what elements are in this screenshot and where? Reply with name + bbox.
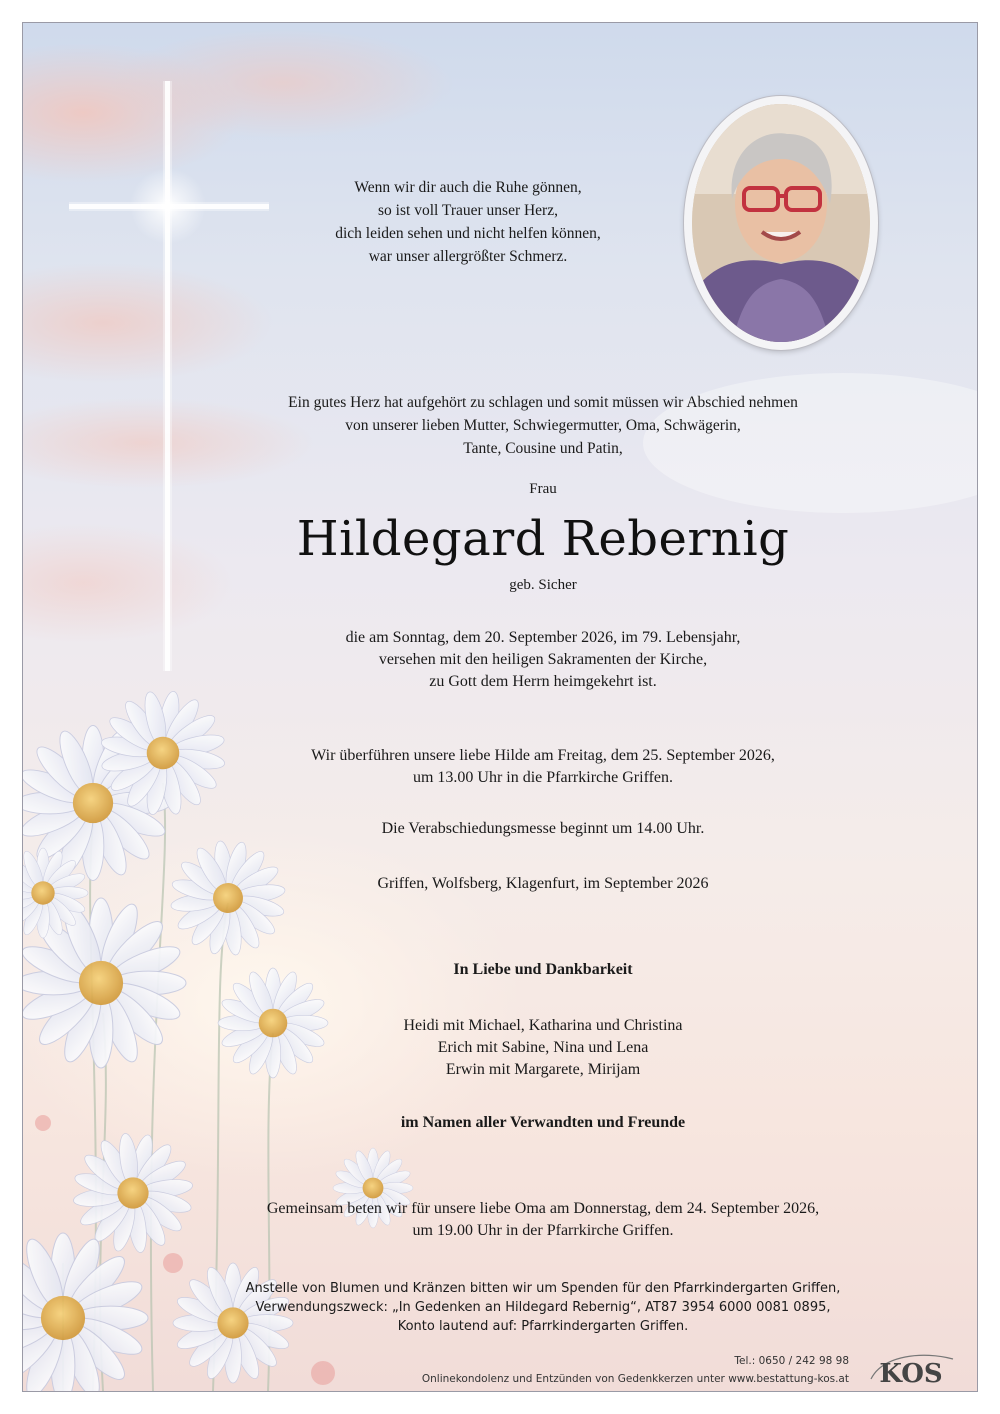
prayer-line: um 19.00 Uhr in der Pfarrkirche Griffen. xyxy=(412,1222,674,1239)
gratitude-heading: In Liebe und Dankbarkeit xyxy=(453,961,633,978)
death-notice-line: versehen mit den heiligen Sakramenten der Kirche, xyxy=(378,651,708,668)
intro-text xyxy=(203,391,883,460)
birth-name: geb. Sicher xyxy=(509,577,577,593)
donation-line: Verwendungszweck: „In Gedenken an Hildegard Rebernig“, AT87 3954 6000 0081 0895, xyxy=(255,1300,831,1315)
death-notice-line: zu Gott dem Herrn heimgekehrt ist. xyxy=(429,673,657,690)
relatives-line: im Namen aller Verwandten und Freunde xyxy=(400,1114,686,1131)
deceased-name: Hildegard Rebernig xyxy=(296,511,790,567)
poem-line: dich leiden sehen und nicht helfen können, xyxy=(335,225,601,242)
footer-online-link[interactable]: Onlinekondolenz und Entzünden von Gedenkkerzen unter www.bestattung-kos.at xyxy=(421,1373,849,1385)
kos-logo xyxy=(863,1351,959,1387)
poem-line: so ist voll Trauer unser Herz, xyxy=(378,202,558,219)
portrait-photo xyxy=(692,104,870,342)
obituary-page xyxy=(22,22,978,1392)
donation-notice xyxy=(203,1279,883,1336)
poem-line: war unser allergrößter Schmerz. xyxy=(368,248,568,265)
footer-phone: Tel.: 0650 / 242 98 98 xyxy=(734,1355,849,1367)
poem xyxy=(273,176,663,268)
prayer-notice xyxy=(203,1198,883,1242)
death-notice-line: die am Sonntag, dem 20. September 2026, im 79. Lebensjahr, xyxy=(345,629,741,646)
donation-line: Anstelle von Blumen und Kränzen bitten wir um Spenden für den Pfarrkindergarten Griffen, xyxy=(245,1281,841,1296)
transfer-line: Wir überführen unsere liebe Hilde am Freitag, dem 25. September 2026, xyxy=(311,747,775,764)
portrait-frame xyxy=(684,96,878,350)
family-line: Heidi mit Michael, Katharina und Christina xyxy=(403,1017,683,1034)
logo-text: KOS xyxy=(879,1359,943,1387)
poem-line: Wenn wir dir auch die Ruhe gönnen, xyxy=(354,179,582,196)
death-notice xyxy=(203,627,883,693)
intro-line: von unserer lieben Mutter, Schwiegermutter, Oma, Schwägerin, xyxy=(345,417,741,434)
transfer-notice xyxy=(203,745,883,789)
family-line: Erwin mit Margarete, Mirijam xyxy=(445,1061,641,1078)
farewell-mass: Die Verabschiedungsmesse beginnt um 14.00 Uhr. xyxy=(381,820,705,837)
family-line: Erich mit Sabine, Nina und Lena xyxy=(437,1039,649,1056)
prayer-line: Gemeinsam beten wir für unsere liebe Oma am Donnerstag, dem 24. September 2026, xyxy=(266,1200,820,1217)
place-date: Griffen, Wolfsberg, Klagenfurt, im September 2026 xyxy=(377,875,709,892)
family-list xyxy=(203,1015,883,1081)
transfer-line: um 13.00 Uhr in die Pfarrkirche Griffen. xyxy=(412,769,674,786)
donation-line: Konto lautend auf: Pfarrkindergarten Griffen. xyxy=(397,1319,689,1334)
intro-line: Ein gutes Herz hat aufgehört zu schlagen und somit müssen wir Abschied nehmen xyxy=(288,394,798,411)
salutation: Frau xyxy=(529,481,557,497)
intro-line: Tante, Cousine und Patin, xyxy=(463,440,623,457)
